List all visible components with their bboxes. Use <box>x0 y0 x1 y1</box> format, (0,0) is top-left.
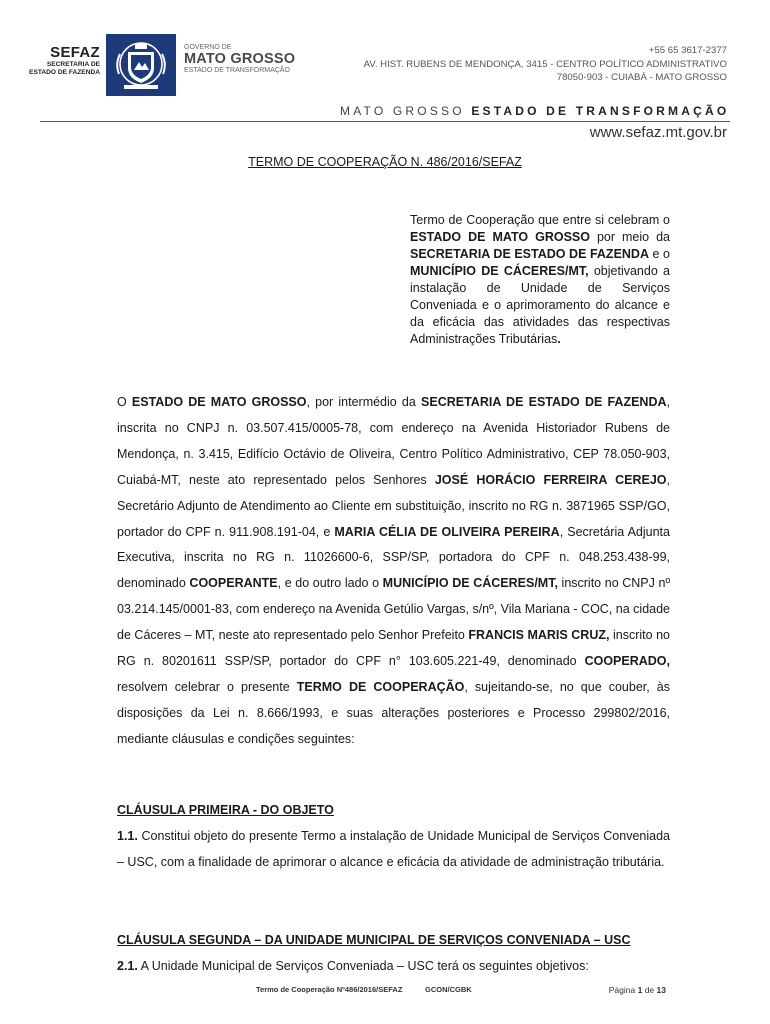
clause2-number: 2.1. <box>117 959 138 973</box>
preamble-bold: MARIA CÉLIA DE OLIVEIRA PEREIRA <box>334 524 560 539</box>
clause1-text: Constitui objeto do presente Termo a instalação de Unidade Municipal de Serviços Conveniada – USC, com a finalidade de aprimorar o alcance e eficácia da atividade de administração tributária. <box>117 829 670 869</box>
website: www.sefaz.mt.gov.br <box>589 124 727 141</box>
clause1-heading: CLÁUSULA PRIMEIRA - DO OBJETO <box>117 803 334 817</box>
preamble-paragraph <box>117 390 670 753</box>
ementa-bold: . <box>557 332 561 346</box>
clause2-heading: CLÁUSULA SEGUNDA – DA UNIDADE MUNICIPAL DE SERVIÇOS CONVENIADA – USC <box>117 933 631 947</box>
slogan-light: MATO GROSSO <box>340 104 472 118</box>
footer-doc-ref: Termo de Cooperação Nº486/2016/SEFAZ <box>256 985 403 994</box>
ementa-bold: SECRETARIA DE ESTADO DE FAZENDA <box>410 247 649 261</box>
page-prefix: Página <box>608 985 638 995</box>
page-total: 13 <box>656 985 666 995</box>
preamble-bold: COOPERADO, <box>584 654 670 669</box>
preamble-text: , e do outro lado o <box>277 576 383 591</box>
ementa-text: objetivando a instalação de Unidade de Serviços Conveniada e o aprimoramento do alcance e da eficácia das atividades das respectivas Administrações Tributárias <box>410 264 671 346</box>
preamble-text: inscrito no RG n. 80201611 SSP/SP, portador do CPF n° 103.605.221-49, denominado <box>117 628 671 669</box>
government-logo <box>184 44 295 74</box>
ementa-text: e o <box>648 247 670 261</box>
slogan-bold: ESTADO DE TRANSFORMAÇÃO <box>471 104 730 118</box>
footer-unit: GCON/CGBK <box>425 985 472 994</box>
header-divider <box>40 121 730 122</box>
address-block <box>364 44 727 85</box>
sefaz-line1: SECRETARIA DE <box>46 61 100 68</box>
ementa-bold: MUNICÍPIO DE CÁCERES/MT, <box>410 264 589 278</box>
preamble-bold: JOSÉ HORÁCIO FERREIRA CEREJO <box>434 472 667 487</box>
government-prefix: GOVERNO DE <box>184 44 232 51</box>
sefaz-logo <box>14 44 100 77</box>
slogan <box>340 104 729 118</box>
sefaz-name: SEFAZ <box>50 44 100 61</box>
clause1-number: 1.1. <box>117 829 138 843</box>
preamble-bold: ESTADO DE MATO GROSSO <box>131 395 307 409</box>
government-state: MATO GROSSO <box>184 51 296 67</box>
preamble-text: O <box>117 395 132 409</box>
address-line2: 78050-903 - CUIABÁ - MATO GROSSO <box>556 72 727 83</box>
ementa-bold: ESTADO DE MATO GROSSO <box>410 230 590 244</box>
government-tagline: ESTADO DE TRANSFORMAÇÃO <box>184 67 290 74</box>
address-line1: AV. HIST. RUBENS DE MENDONÇA, 3415 - CENTRO POLÍTICO ADMINISTRATIVO <box>363 58 727 70</box>
page-indicator <box>609 985 666 995</box>
preamble-text: , Secretário Adjunto de Atendimento ao Cliente em substituição, inscrito no RG n. 3871965 SSP/GO, portador do CPF n. 911.908.191-04, e <box>117 472 670 539</box>
preamble-text: , inscrita no CNPJ n. 03.507.415/0005-78, com endereço na Avenida Historiador Rubens de Mendonça, n. 3.415, Edifício Octávio de Oliveira, Centro Político Administrativo, CEP 78.050-903, Cuiabá-MT, neste ato representado pelos Senhores <box>117 395 670 487</box>
preamble-bold: SECRETARIA DE ESTADO DE FAZENDA <box>421 395 667 409</box>
preamble-text: resolvem celebrar o presente <box>117 679 297 694</box>
preamble-text: , sujeitando-se, no que couber, às disposições da Lei n. 8.666/1993, e suas alterações posteriores e Processo 299802/2016, mediante cláusulas e condições seguintes: <box>117 679 670 746</box>
coat-of-arms-icon <box>106 34 176 96</box>
document-title: TERMO DE COOPERAÇÃO N. 486/2016/SEFAZ <box>248 155 522 169</box>
preamble-bold: MUNICÍPIO DE CÁCERES/MT, <box>382 576 558 591</box>
preamble-bold: TERMO DE COOPERAÇÃO <box>296 679 465 694</box>
ementa-text: Termo de Cooperação que entre si celebram o <box>410 213 670 227</box>
page-of: de <box>642 985 657 995</box>
sefaz-line2: ESTADO DE FAZENDA <box>29 69 100 76</box>
clause1-paragraph <box>117 824 670 876</box>
page-number: 1 <box>637 985 643 995</box>
letterhead <box>0 0 770 160</box>
preamble-bold: FRANCIS MARIS CRUZ, <box>468 628 610 643</box>
phone: +55 65 3617-2377 <box>648 45 727 56</box>
ementa-text: por meio da <box>589 230 670 244</box>
preamble-text: , por intermédio da <box>306 395 422 409</box>
clause2-paragraph <box>117 954 670 980</box>
ementa <box>410 212 670 348</box>
clause2-text: A Unidade Municipal de Serviços Conveniada – USC terá os seguintes objetivos: <box>137 959 589 973</box>
preamble-text: inscrito no CNPJ nº 03.214.145/0001-83, com endereço na Avenida Getúlio Vargas, s/nº, Vila Mariana - COC, na cidade de Cáceres – MT, neste ato representado pelo Senhor Prefeito <box>117 576 671 643</box>
preamble-text: , Secretária Adjunta Executiva, inscrita no RG n. 11026600-6, SSP/SP, portadora do CPF n. 048.253.438-99, denominado <box>117 524 670 591</box>
preamble-bold: COOPERANTE <box>189 576 278 591</box>
